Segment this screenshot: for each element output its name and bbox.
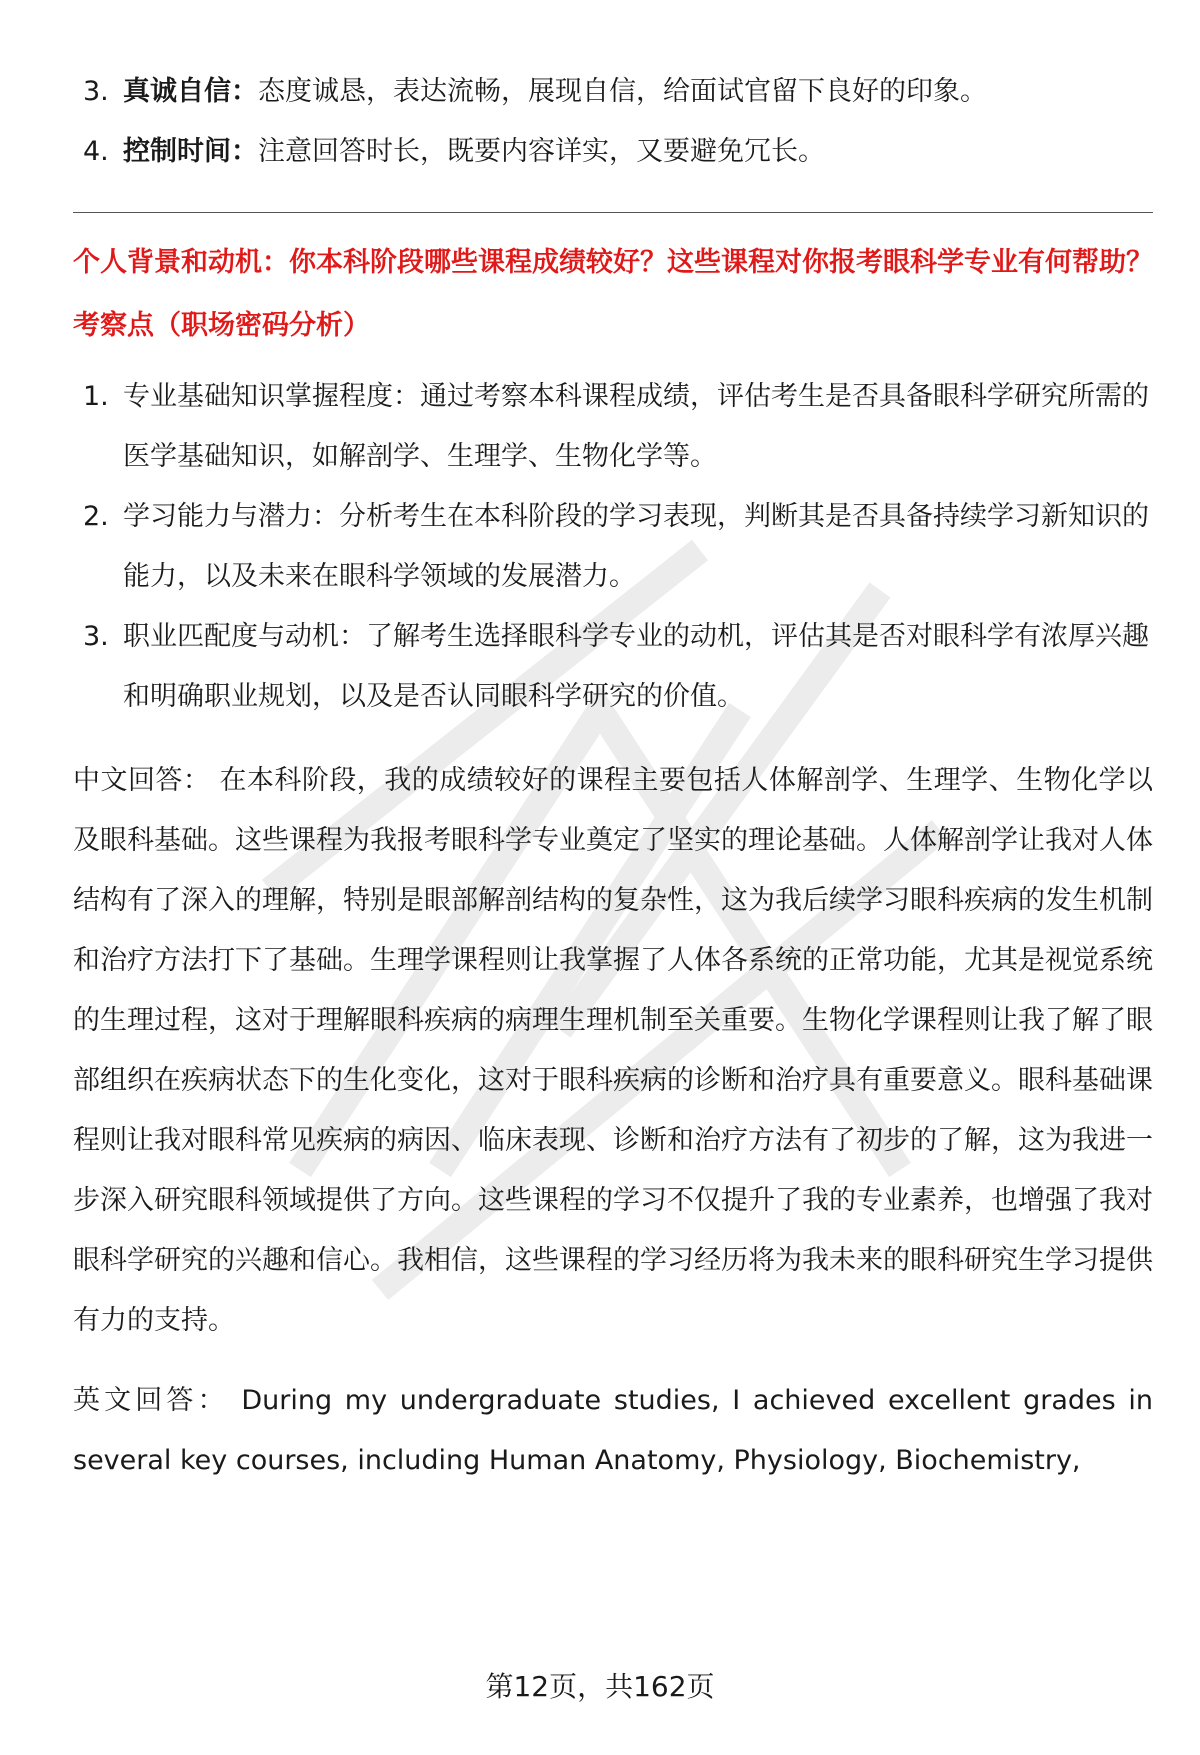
list-number: 1. [83,381,109,412]
list-number: 3. [83,621,109,652]
list-number: 2. [83,501,109,532]
section-divider [73,212,1153,213]
list-number: 4. [83,136,109,167]
list-item-text: 态度诚恳，表达流畅，展现自信，给面试官留下良好的印象。 [258,76,987,107]
analysis-list [73,367,1153,727]
list-item-title: 控制时间： [123,136,258,167]
page-footer: 第12页，共162页 [485,1670,715,1703]
tips-list [73,62,1153,182]
english-answer-text: During my undergraduate studies, I achieved excellent grades in several key courses, including Human Anatomy, Physiology, Biochemistry, [73,1385,1153,1476]
chinese-answer-label: 中文回答： [73,765,211,796]
list-item-text: 注意回答时长，既要内容详实，又要避免冗长。 [258,136,825,167]
list-item-title: 真诚自信： [123,76,258,107]
list-item [73,367,1153,487]
list-item-text: 学习能力与潜力：分析考生在本科阶段的学习表现，判断其是否具备持续学习新知识的能力，以及未来在眼科学领域的发展潜力。 [123,501,1149,592]
analysis-heading: 考察点（职场密码分析） [73,310,370,341]
list-item-text: 职业匹配度与动机：了解考生选择眼科学专业的动机，评估其是否对眼科学有浓厚兴趣和明确职业规划，以及是否认同眼科学研究的价值。 [123,621,1149,712]
list-item [73,122,1153,182]
chinese-answer-text: 在本科阶段，我的成绩较好的课程主要包括人体解剖学、生理学、生物化学以及眼科基础。这些课程为我报考眼科学专业奠定了坚实的理论基础。人体解剖学让我对人体结构有了深入的理解，特别是眼部解剖结构的复杂性，这为我后续学习眼科疾病的发生机制和治疗方法打下了基础。生理学课程则让我掌握了人体各系统的正常功能，尤其是视觉系统的生理过程，这对于理解眼科疾病的病理生理机制至关重要。生物化学课程则让我了解了眼部组织在疾病状态下的生化变化，这对于眼科疾病的诊断和治疗具有重要意义。眼科基础课程则让我对眼科常见疾病的病因、临床表现、诊断和治疗方法有了初步的了解，这为我进一步深入研究眼科领域提供了方向。这些课程的学习不仅提升了我的专业素养，也增强了我对眼科学研究的兴趣和信心。我相信，这些课程的学习经历将为我未来的眼科研究生学习提供有力的支持。 [73,765,1154,1336]
list-number: 3. [83,76,109,107]
chinese-answer [73,751,1153,1351]
interview-question: 个人背景和动机：你本科阶段哪些课程成绩较好？这些课程对你报考眼科学专业有何帮助？ [73,247,1153,278]
page-content [73,62,1153,1491]
list-item [73,62,1153,122]
list-item-text: 专业基础知识掌握程度：通过考察本科课程成绩，评估考生是否具备眼科学研究所需的医学基础知识，如解剖学、生理学、生物化学等。 [123,381,1149,472]
english-answer-label: 英文回答： [73,1385,229,1416]
english-answer [73,1371,1153,1491]
list-item [73,607,1153,727]
list-item [73,487,1153,607]
